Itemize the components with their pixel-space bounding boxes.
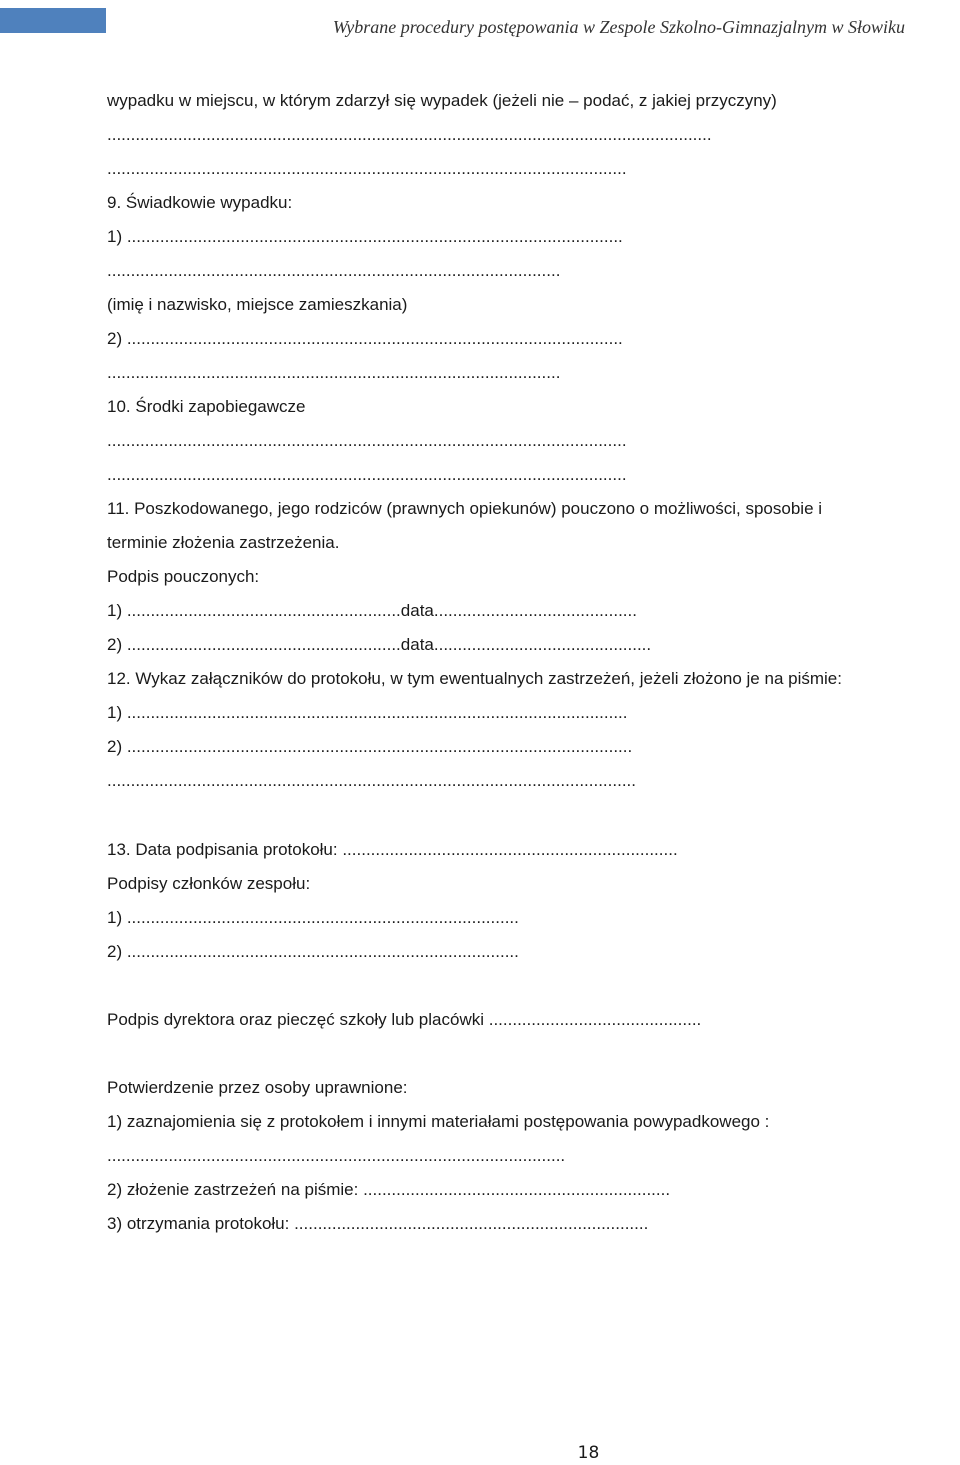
text-line: wypadku w miejscu, w którym zdarzył się wypadek (jeżeli nie – podać, z jakiej przyczyny)	[107, 91, 777, 110]
section-heading: 9. Świadkowie wypadku:	[107, 193, 293, 212]
blank-line: .................................................................................................	[107, 1146, 566, 1165]
running-header: Wybrane procedury postępowania w Zespole Szkolno-Gimnazjalnym w Słowiku	[332, 17, 905, 37]
blank-line: ..............................................................................................................	[107, 465, 627, 484]
text-line: Potwierdzenie przez osoby uprawnione:	[107, 1078, 408, 1097]
section-heading: 13. Data podpisania protokołu: .......................................................................	[107, 840, 678, 859]
section-heading: 10. Środki zapobiegawcze	[107, 397, 306, 416]
blank-line: ................................................................................................	[107, 261, 561, 280]
text-line: (imię i nazwisko, miejsce zamieszkania)	[107, 295, 408, 314]
text-line: Podpisy członków zespołu:	[107, 874, 311, 893]
section-heading: 12. Wykaz załączników do protokołu, w tym ewentualnych zastrzeżeń, jeżeli złożono je na piśmie:	[107, 669, 842, 688]
numbered-blank-line: 1) ..........................................................................................................	[107, 703, 628, 722]
numbered-blank-line: 2) ...................................................................................	[107, 942, 519, 961]
numbered-blank-line: 1) ...................................................................................	[107, 908, 519, 927]
signature-date-line: 2) ..........................................................data..............................................	[107, 635, 652, 654]
text-line: Podpis pouczonych:	[107, 567, 260, 586]
blank-line: ................................................................................................	[107, 363, 561, 382]
page-number: 18	[577, 1443, 600, 1463]
blank-line: ................................................................................................................................	[107, 125, 712, 144]
blank-line: ................................................................................................................	[107, 771, 636, 790]
text-line: 3) otrzymania protokołu: ...........................................................................	[107, 1214, 649, 1233]
text-line: 2) złożenie zastrzeżeń na piśmie: .................................................................	[107, 1180, 671, 1199]
numbered-blank-line: 2) .........................................................................................................	[107, 329, 623, 348]
header-accent-bar	[0, 8, 106, 33]
blank-line: ..............................................................................................................	[107, 431, 627, 450]
text-line: 1) zaznajomienia się z protokołem i innymi materiałami postępowania powypadkowego :	[107, 1112, 770, 1131]
signature-date-line: 1) ..........................................................data...........................................	[107, 601, 637, 620]
numbered-blank-line: 2) ...........................................................................................................	[107, 737, 633, 756]
numbered-blank-line: 1) .........................................................................................................	[107, 227, 623, 246]
section-heading: 11. Poszkodowanego, jego rodziców (prawnych opiekunów) pouczono o możliwości, sposobie i	[107, 499, 823, 518]
text-line: Podpis dyrektora oraz pieczęć szkoły lub placówki .............................................	[107, 1010, 702, 1029]
text-line: terminie złożenia zastrzeżenia.	[107, 533, 340, 552]
blank-line: ..............................................................................................................	[107, 159, 627, 178]
